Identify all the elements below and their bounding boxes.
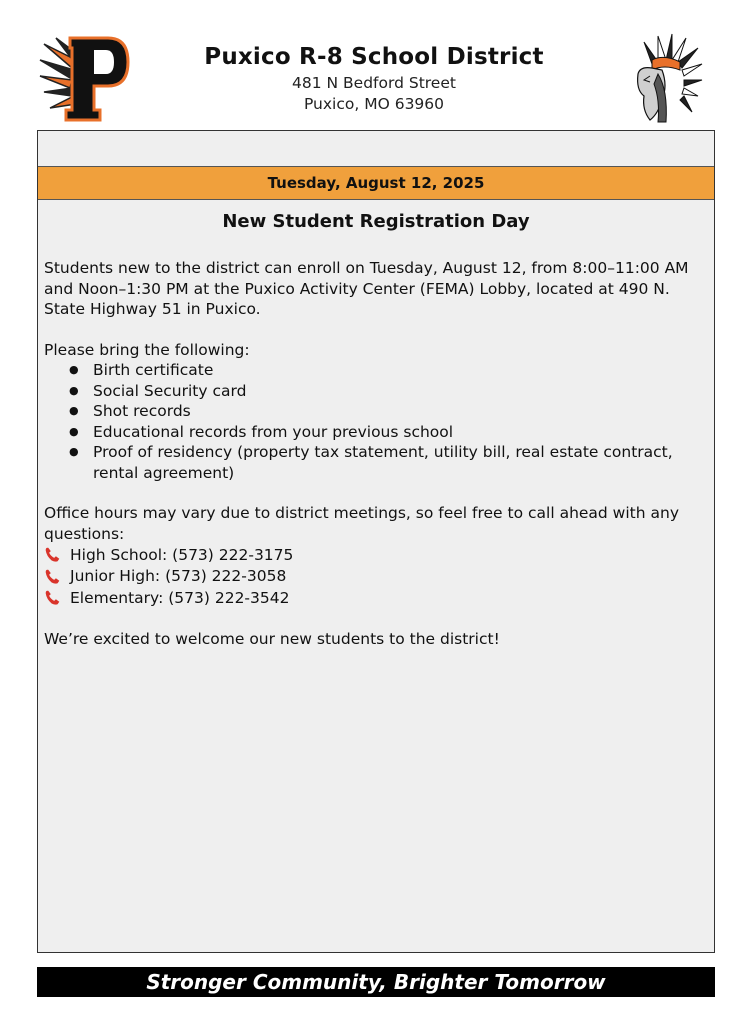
slogan-banner: Stronger Community, Brighter Tomorrow — [37, 967, 715, 997]
phone-icon — [44, 589, 61, 606]
phone-entry — [44, 566, 704, 588]
list-item: ● Educational records from your previous school — [44, 422, 704, 443]
phone-junior-high: Junior High: (573) 222-3058 — [70, 567, 287, 585]
bring-label: Please bring the following: — [44, 340, 250, 359]
list-item: ● Shot records — [44, 401, 704, 422]
list-item: ● Proof of residency (property tax statement, utility bill, real estate contract, — [44, 442, 704, 463]
phone-entry — [44, 587, 704, 609]
date-banner: Tuesday, August 12, 2025 — [38, 166, 714, 200]
phone-high-school: High School: (573) 222-3175 — [70, 545, 294, 564]
letterhead — [0, 0, 748, 128]
phone-icon — [44, 568, 61, 585]
list-item-continued — [44, 463, 704, 484]
announcement-heading: New Student Registration Day — [222, 211, 530, 232]
intro-line: Students new to the district can enroll on Tuesday, August 12, from 8:00–11:00 AM — [44, 259, 689, 277]
requirements-list — [44, 360, 704, 483]
chief-headdress-mascot — [628, 30, 704, 126]
address-street: 481 N Bedford Street — [292, 74, 456, 92]
district-title: Puxico R-8 School District — [204, 44, 544, 70]
list-item-continuation: rental agreement) — [93, 463, 235, 482]
announcement-body — [44, 258, 704, 649]
office-hours-line: questions: — [44, 524, 125, 543]
list-item: ● Birth certificate — [44, 360, 704, 381]
phone-icon — [44, 546, 61, 563]
list-item: ● Social Security card — [44, 381, 704, 402]
office-hours-line: Office hours may vary due to district meetings, so feel free to call ahead with any — [44, 504, 679, 522]
intro-line: and Noon–1:30 PM at the Puxico Activity Center (FEMA) Lobby, located at 490 N. — [44, 279, 670, 298]
phone-entry — [44, 544, 704, 566]
intro-line: State Highway 51 in Puxico. — [44, 300, 261, 318]
address-city: Puxico, MO 63960 — [303, 95, 445, 113]
closing-line: We’re excited to welcome our new students to the district! — [44, 629, 500, 648]
announcement-panel — [37, 130, 715, 953]
phone-elementary: Elementary: (573) 222-3542 — [70, 588, 290, 607]
